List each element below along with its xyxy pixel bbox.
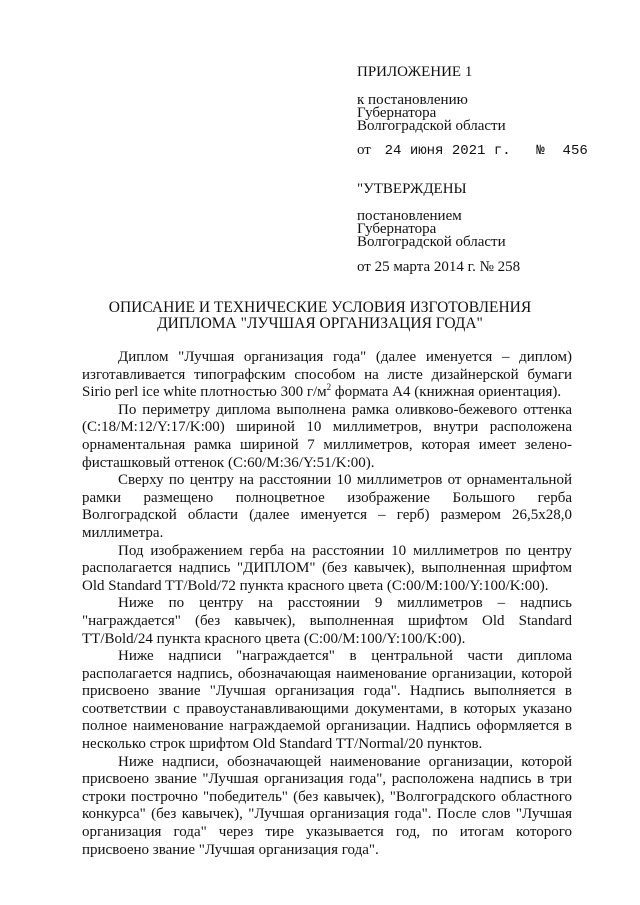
date-value: 24 июня 2021 г. [384,143,511,159]
paragraph-1-text: Диплом "Лучшая организация года" (далее именуется – диплом) изготавливается типографским способом на листе дизайнерской бумаги Sirio perl ice white плотностью 300 г/м [82,349,572,401]
approved-title: "УТВЕРЖДЕНЫ [357,181,467,197]
approved-line-2: Губернатора [357,221,437,237]
paragraph-3: Сверху по центру на расстоянии 10 миллиметров от орнаментальной рамки размещено полноцветное изображение Большого герба Волгоградской области (далее именуется – герб) размером 26,5х28,0 миллиметра. [82,472,572,541]
ref-line-1: к постановлению [357,92,468,108]
paragraph-1 [82,349,572,402]
approved-line-3: Волгоградской области [357,234,506,250]
ref-line-2: Губернатора [357,105,437,121]
appendix-label: ПРИЛОЖЕНИЕ 1 [357,64,473,80]
ref-line-3: Волгоградской области [357,118,506,134]
paragraph-6: Ниже надписи "награждается" в центральной части диплома располагается надпись, обозначающая наименование организации, которой присвоено звание "Лучшая организация года". Надпись выполняется в соответствии с правоустанавливающими документами, в которых указано полное наименование награждаемой организации. Надпись оформляется в несколько строк шрифтом Old Standard TT/Normal/20 пунктов. [82,648,572,753]
document-title [60,300,580,332]
paragraph-5: Ниже по центру на расстоянии 9 миллиметров – надпись "награждается" (без кавычек), выполненная шрифтом Old Standard TT/Bold/24 пункта красного цвета (C:00/M:100/Y:100/K:00). [82,595,572,647]
title-line-2: ДИПЛОМА "ЛУЧШАЯ ОРГАНИЗАЦИЯ ГОДА" [157,315,483,332]
document-body [82,349,572,859]
approved-date: от 25 марта 2014 г. № 258 [357,259,521,275]
superscript: 2 [326,382,332,393]
number-value: 456 [562,143,588,159]
date-prefix: от [357,142,371,158]
paragraph-4: Под изображением герба на расстоянии 10 миллиметров по центру располагается надпись "ДИПЛОМ" (без кавычек), выполненная шрифтом Old Standard TT/Bold/72 пункта красного цвета (C:00/M:100/Y:100/K:00). [82,542,572,594]
number-sign: № [536,143,545,159]
paragraph-7: Ниже надписи, обозначающей наименование организации, которой присвоено звание "Лучшая организация года", расположена надпись в три строки построчно "победитель" (без кавычек), "Волгоградского областного конкурса" (без кавычек), "Лучшая организация года". После слов "Лучшая организация года" через тире указывается год, по итогам которого присвоено звание "Лучшая организация года". [82,753,572,858]
paragraph-2: По периметру диплома выполнена рамка оливково-бежевого оттенка (C:18/M:12/Y:17/K:00) шириной 10 миллиметров, внутри расположена орнаментальная рамка шириной 7 миллиметров, которая имеет зелено-фисташковый оттенок (C:60/M:36/Y:51/K:00). [82,401,572,471]
title-line-1: ОПИСАНИЕ И ТЕХНИЧЕСКИЕ УСЛОВИЯ ИЗГОТОВЛЕНИЯ [108,299,532,316]
decree-date-line [357,142,588,159]
approved-line-1: постановлением [357,208,462,224]
paragraph-1-tail: формата А4 (книжная ориентация). [331,384,562,401]
